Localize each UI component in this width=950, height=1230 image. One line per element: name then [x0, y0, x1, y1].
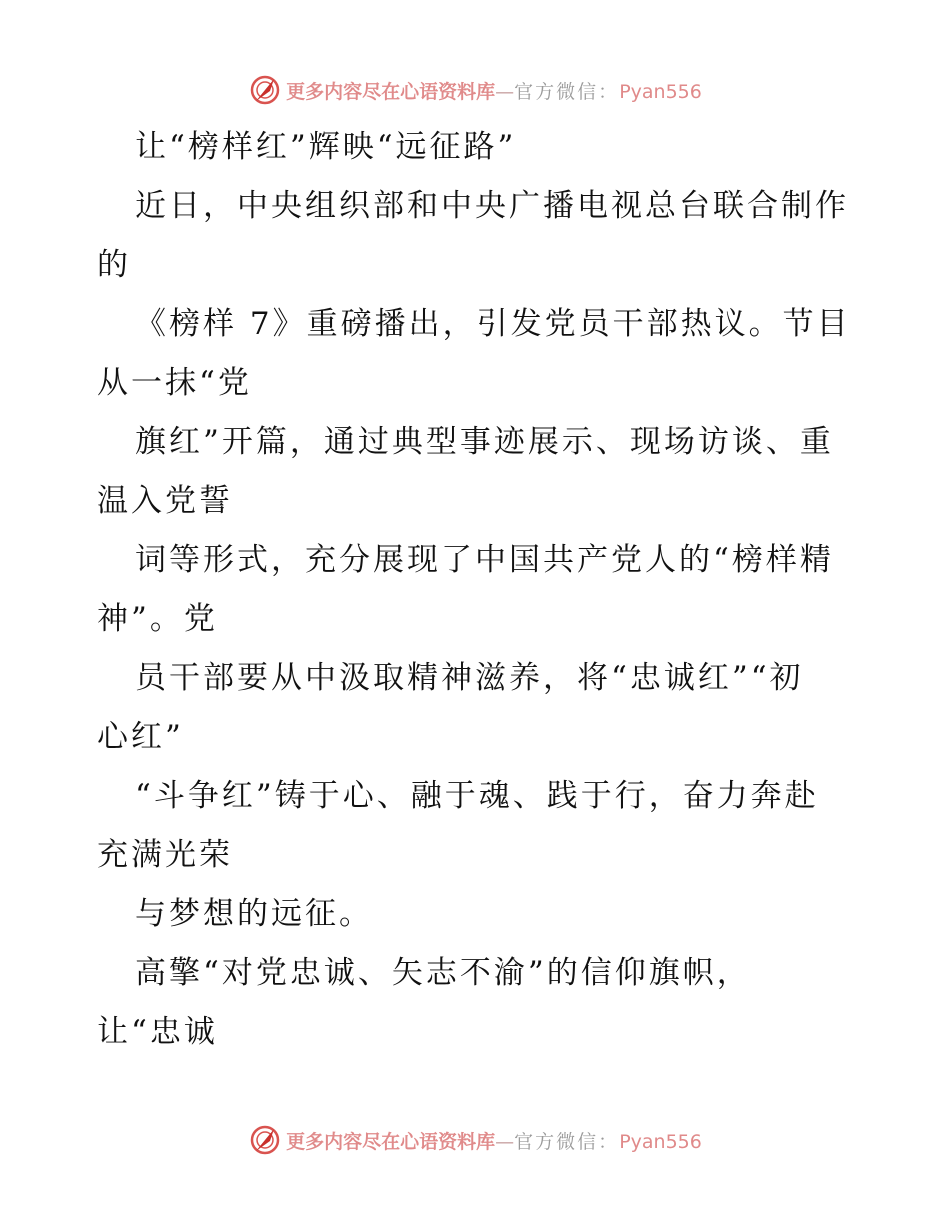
- text-line: 旗红”开篇，通过典型事迹展示、现场访谈、重: [135, 424, 834, 460]
- quill-logo-icon: [248, 1123, 282, 1157]
- text-line: 词等形式，充分展现了中国共产党人的“榜样精: [135, 542, 834, 578]
- text-line: 充满光荣: [97, 837, 233, 873]
- text-line: 的: [97, 247, 131, 283]
- text-line: 近日，中央组织部和中央广播电视总台联合制作: [135, 188, 849, 224]
- text-line: 高擎“对党忠诚、矢志不渝”的信仰旗帜，: [135, 955, 751, 991]
- document-body: [97, 118, 857, 1062]
- quill-logo-icon: [248, 73, 282, 107]
- text-line: “斗争红”铸于心、融于魂、践于行，奋力奔赴: [135, 778, 819, 814]
- watermark-text: 更多内容尽在心语资料库—官方微信：Pyan556: [286, 1130, 702, 1153]
- footer-watermark: [0, 1120, 950, 1160]
- watermark-text: 更多内容尽在心语资料库—官方微信：Pyan556: [286, 80, 702, 103]
- header-watermark: [0, 70, 950, 110]
- text-line: 与梦想的远征。: [135, 896, 373, 932]
- text-line: 让“忠诚: [97, 1014, 218, 1050]
- text-line: 神”。党: [97, 601, 218, 637]
- text-line: 从一抹“党: [97, 365, 252, 401]
- text-line: 温入党誓: [97, 483, 233, 519]
- text-line: 心红”: [97, 719, 184, 755]
- text-line: 《榜样 7》重磅播出，引发党员干部热议。节目: [135, 306, 851, 342]
- text-line: 员干部要从中汲取精神滋养，将“忠诚红”“初: [135, 660, 804, 696]
- text-line: 让“榜样红”辉映“远征路”: [135, 129, 517, 165]
